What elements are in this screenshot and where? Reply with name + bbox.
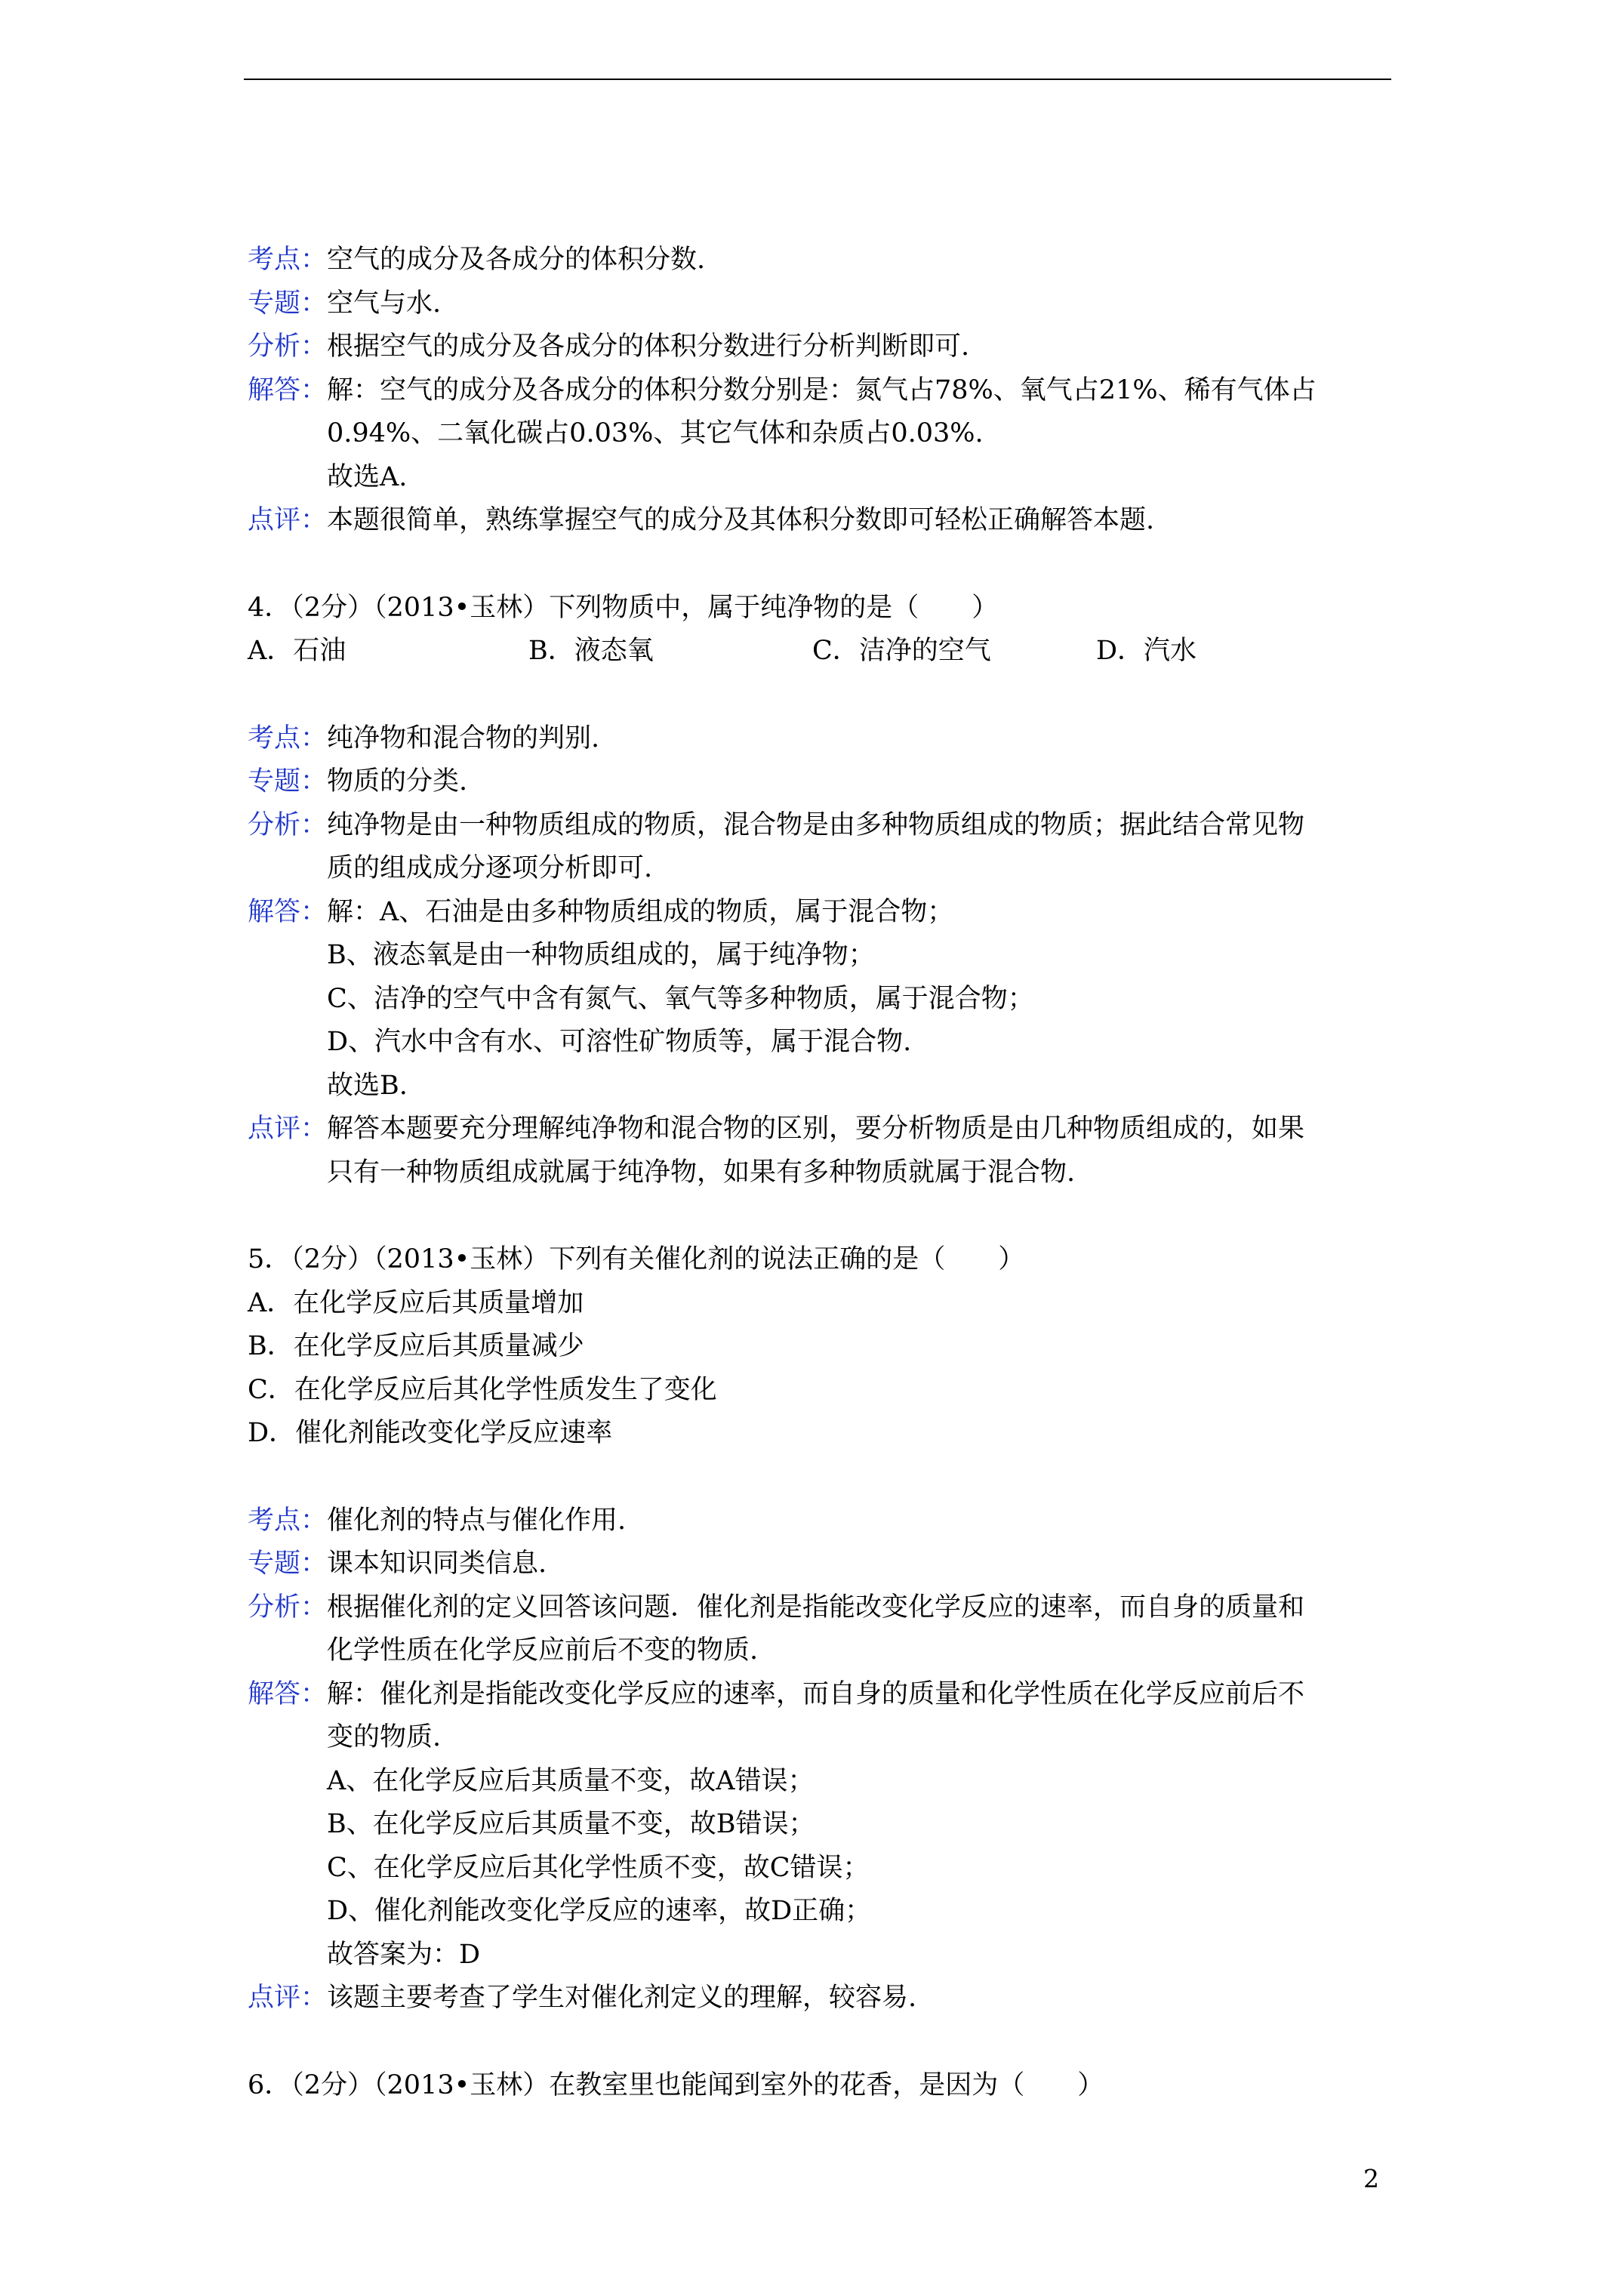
q4-option-b: B．液态氧	[528, 636, 654, 666]
header-rule	[244, 79, 1391, 80]
q5-zhuanti: 专题：课本知识同类信息.	[248, 1549, 547, 1579]
q5-option-b: B．在化学反应后其质量减少	[248, 1331, 584, 1361]
q5-stem: 5．（2分）（2013•玉林）下列有关催化剂的说法正确的是（ ）	[248, 1244, 1025, 1274]
q4-fenxi-line: 质的组成成分逐项分析即可.	[327, 853, 653, 883]
document-body	[248, 239, 1395, 2107]
q4-jieda-line: C、洁净的空气中含有氮气、氧气等多种物质，属于混合物；	[327, 983, 1034, 1014]
page-number: 2	[1363, 2164, 1379, 2193]
q3-jieda-line: 故选A.	[327, 461, 408, 492]
q5-fenxi: 分析：根据催化剂的定义回答该问题．催化剂是指能改变化学反应的速率，而自身的质量和	[248, 1592, 1305, 1623]
q6-stem: 6．（2分）（2013•玉林）在教室里也能闻到室外的花香，是因为（ ）	[248, 2069, 1104, 2100]
q5-option-c: C．在化学反应后其化学性质发生了变化	[248, 1374, 717, 1405]
q5-dianping: 点评：该题主要考查了学生对催化剂定义的理解，较容易.	[248, 1983, 917, 2013]
q4-dianping: 点评：解答本题要充分理解纯净物和混合物的区别，要分析物质是由几种物质组成的，如果	[248, 1114, 1305, 1144]
q4-option-d: D．汽水	[1096, 636, 1197, 666]
q3-jieda-line: 0.94%、二氧化碳占0.03%、其它气体和杂质占0.03%.	[327, 418, 984, 448]
q4-jieda-line: 故选B.	[327, 1070, 408, 1101]
q4-stem: 4．（2分）（2013•玉林）下列物质中，属于纯净物的是（ ）	[248, 592, 999, 623]
q4-kaodian: 考点：纯净物和混合物的判别.	[248, 723, 600, 754]
q4-jieda-line: B、液态氧是由一种物质组成的，属于纯净物；	[327, 940, 875, 970]
q5-jieda-line: 故答案为：D	[327, 1939, 481, 1970]
q5-jieda-line: B、在化学反应后其质量不变，故B错误；	[327, 1809, 815, 1839]
q5-option-d: D．催化剂能改变化学反应速率	[248, 1418, 613, 1448]
q4-fenxi: 分析：纯净物是由一种物质组成的物质，混合物是由多种物质组成的物质；据此结合常见物	[248, 809, 1305, 840]
q4-option-c: C．洁净的空气	[812, 636, 991, 666]
q4-option-a: A．石油	[248, 636, 346, 666]
q3-fenxi: 分析：根据空气的成分及各成分的体积分数进行分析判断即可.	[248, 331, 970, 362]
q5-fenxi-line: 化学性质在化学反应前后不变的物质.	[327, 1635, 759, 1666]
q5-option-a: A．在化学反应后其质量增加	[248, 1287, 584, 1318]
q4-jieda: 解答：解：A、石油是由多种物质组成的物质，属于混合物；	[248, 896, 954, 927]
q5-kaodian: 考点：催化剂的特点与催化作用.	[248, 1505, 627, 1536]
q5-jieda-line: A、在化学反应后其质量不变，故A错误；	[327, 1765, 815, 1796]
q5-jieda-line: C、在化学反应后其化学性质不变，故C错误；	[327, 1852, 870, 1883]
q3-zhuanti: 专题：空气与水.	[248, 288, 442, 319]
q5-jieda-line: 变的物质.	[327, 1722, 442, 1752]
q4-zhuanti: 专题：物质的分类.	[248, 766, 468, 797]
q5-jieda-line: D、催化剂能改变化学反应的速率，故D正确；	[327, 1896, 872, 1926]
q3-dianping: 点评：本题很简单，熟练掌握空气的成分及其体积分数即可轻松正确解答本题.	[248, 505, 1155, 535]
q4-jieda-line: D、汽水中含有水、可溶性矿物质等，属于混合物.	[327, 1027, 912, 1057]
q3-kaodian: 考点：空气的成分及各成分的体积分数.	[248, 245, 706, 275]
q4-options	[248, 630, 1395, 673]
q3-jieda: 解答：解：空气的成分及各成分的体积分数分别是：氮气占78%、氧气占21%、稀有气体占	[248, 374, 1317, 405]
q5-jieda: 解答：解：催化剂是指能改变化学反应的速率，而自身的质量和化学性质在化学反应前后不	[248, 1678, 1305, 1709]
q4-dianping-line: 只有一种物质组成就属于纯净物，如果有多种物质就属于混合物.	[327, 1157, 1076, 1188]
